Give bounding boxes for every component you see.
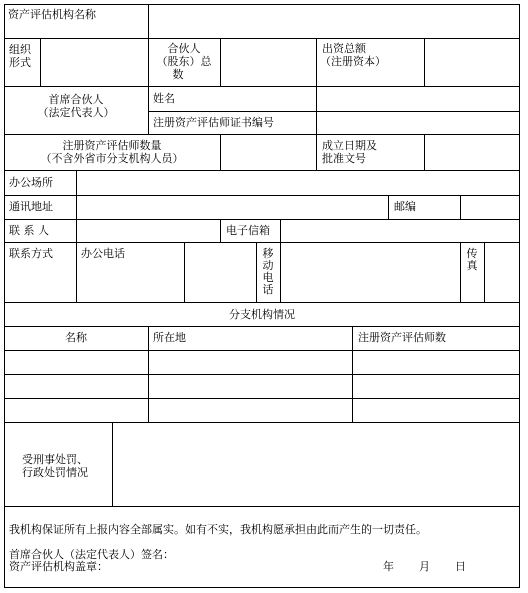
branch-row-1-name[interactable] xyxy=(5,351,148,374)
branch-col-name: 名称 xyxy=(65,331,87,344)
branch-row-2-name[interactable] xyxy=(5,375,148,398)
name-label: 姓名 xyxy=(153,92,175,105)
fax-label: 传真 xyxy=(466,247,478,272)
postcode-label: 邮编 xyxy=(394,200,416,213)
year-label: 年 xyxy=(383,560,394,573)
mobile-label: 移动电话 xyxy=(262,247,274,296)
branch-col-appraisers: 注册资产评估师数 xyxy=(358,331,446,344)
mobile-field[interactable] xyxy=(281,243,460,302)
branch-title: 分支机构情况 xyxy=(229,308,295,321)
appraiser-count-label-1: 注册资产评估师数量 xyxy=(62,139,162,152)
penalty-label-1: 受刑事处罚、 xyxy=(22,453,88,466)
branch-col-location: 所在地 xyxy=(153,331,186,344)
branch-row-3-location[interactable] xyxy=(149,399,352,422)
chief-label-1: 首席合伙人 xyxy=(48,93,104,106)
guarantee-statement: 我机构保证所有上报内容全部属实。如有不实，我机构愿承担由此而产生的一切责任。 xyxy=(9,523,427,536)
contact-label: 联 系 人 xyxy=(9,224,49,237)
chief-label-2: （法定代表人） xyxy=(37,106,115,119)
postcode-field[interactable] xyxy=(461,196,519,219)
office-label: 办公场所 xyxy=(9,176,53,189)
day-label: 日 xyxy=(455,560,466,573)
establish-label-1: 成立日期及 xyxy=(322,139,377,152)
capital-label-2: （注册资本） xyxy=(320,55,386,68)
branch-row-3-name[interactable] xyxy=(5,399,148,422)
branch-row-2-location[interactable] xyxy=(149,375,352,398)
capital-label-1: 出资总额 xyxy=(322,42,366,55)
branch-row-3-appraisers[interactable] xyxy=(353,399,519,422)
branch-row-1-location[interactable] xyxy=(149,351,352,374)
address-field[interactable] xyxy=(77,196,388,219)
partners-label-2: （股东）总 xyxy=(156,55,212,68)
appraiser-count-field[interactable] xyxy=(221,135,316,170)
signature-label: 首席合伙人（法定代表人）签名： xyxy=(9,548,174,561)
penalty-label-2: 行政处罚情况 xyxy=(22,466,88,479)
contact-method-label: 联系方式 xyxy=(9,247,53,260)
contact-field[interactable] xyxy=(77,220,220,242)
fax-field[interactable] xyxy=(485,243,519,302)
appraiser-count-label-2: （不含外省市分支机构人员） xyxy=(40,152,184,165)
seal-label: 资产评估机构盖章： xyxy=(9,560,108,573)
partners-count-field[interactable] xyxy=(221,39,316,86)
office-phone-field[interactable] xyxy=(185,243,256,302)
org-name-field[interactable] xyxy=(149,5,519,38)
email-field[interactable] xyxy=(281,220,519,242)
org-name-label: 资产评估机构名称 xyxy=(8,8,96,21)
penalty-field[interactable] xyxy=(113,423,519,506)
office-phone-label: 办公电话 xyxy=(81,247,125,260)
org-form-field[interactable] xyxy=(41,39,148,86)
month-label: 月 xyxy=(419,560,430,573)
org-form-label-2: 形式 xyxy=(9,56,31,69)
branch-row-1-appraisers[interactable] xyxy=(353,351,519,374)
address-label: 通讯地址 xyxy=(9,200,53,213)
branch-row-2-appraisers[interactable] xyxy=(353,375,519,398)
establish-label-2: 批准文号 xyxy=(322,152,366,165)
establish-field[interactable] xyxy=(425,135,519,170)
capital-field[interactable] xyxy=(425,39,519,86)
partners-label-1: 合伙人 xyxy=(167,42,201,55)
partners-label-3: 数 xyxy=(172,68,184,81)
chief-name-field[interactable] xyxy=(317,87,519,111)
chief-cert-no-field[interactable] xyxy=(317,112,519,134)
office-field[interactable] xyxy=(77,171,519,195)
email-label: 电子信箱 xyxy=(226,224,270,237)
org-form-label-1: 组织 xyxy=(9,43,31,56)
cert-no-label: 注册资产评估师证书编号 xyxy=(153,116,274,129)
